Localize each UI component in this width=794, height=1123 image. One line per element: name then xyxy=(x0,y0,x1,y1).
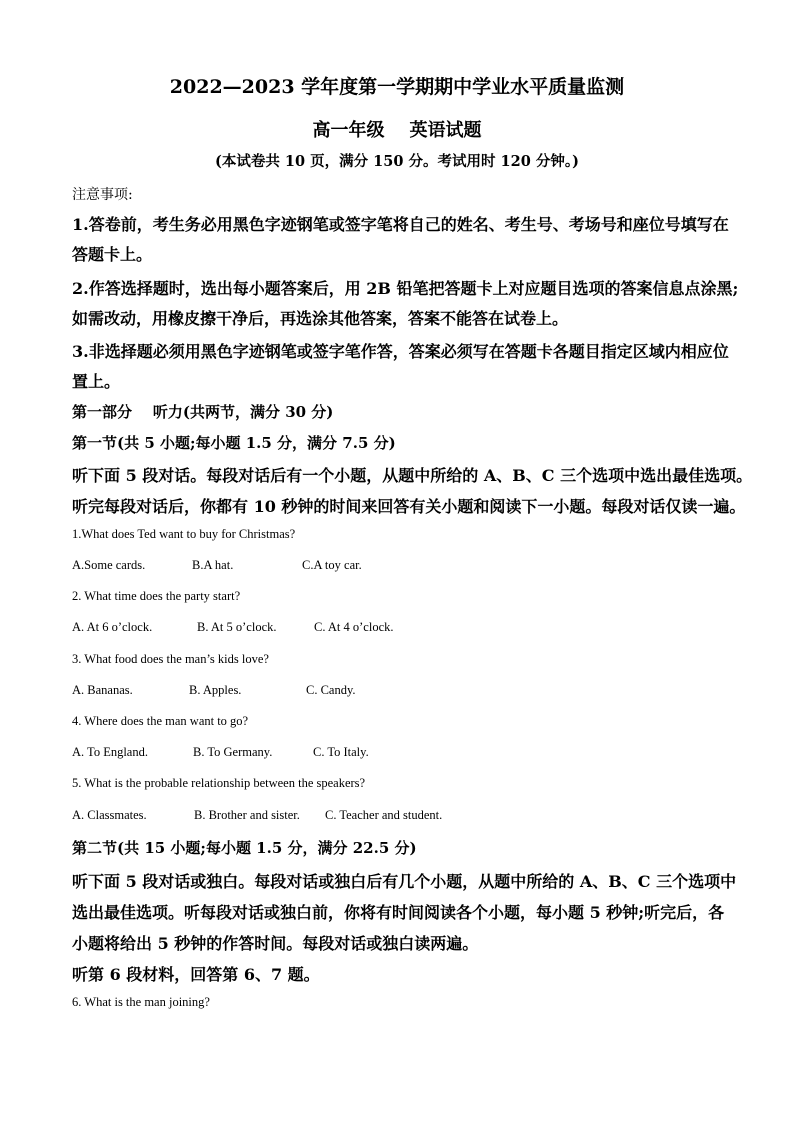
q2-option-b: B. At 5 o’clock. xyxy=(197,620,277,634)
exam-title: 2022—2023 学年度第一学期期中学业水平质量监测 xyxy=(169,76,625,98)
notice-line-5: 3.非选择题必须用黑色字迹钢笔或签字笔作答，答案必须写在答题卡各题目指定区域内相应位 xyxy=(72,342,729,361)
q2-option-a: A. At 6 o’clock. xyxy=(72,620,153,634)
q4-option-b: B. To Germany. xyxy=(193,745,273,759)
question-5: 5. What is the probable relationship between the speakers? xyxy=(72,776,366,790)
question-3: 3. What food does the man’s kids love? xyxy=(72,652,269,666)
part1-heading: 第一部分 听力(共两节，满分 30 分) xyxy=(72,403,334,421)
q4-option-a: A. To England. xyxy=(72,745,148,759)
question-2: 2. What time does the party start? xyxy=(72,589,241,603)
section1-instruction-1: 听下面 5 段对话。每段对话后有一个小题，从题中所给的 A、B、C 三个选项中选出最佳选项。 xyxy=(72,466,753,485)
exam-note: (本试卷共 10 页，满分 150 分。考试用时 120 分钟。) xyxy=(215,153,579,170)
q5-option-c: C. Teacher and student. xyxy=(325,808,443,822)
q3-option-c: C. Candy. xyxy=(306,683,356,697)
exam-subtitle: 高一年级 英语试题 xyxy=(312,120,482,141)
notice-line-6: 置上。 xyxy=(72,372,121,391)
q3-option-b: B. Apples. xyxy=(189,683,242,697)
section2-instruction-3: 小题将给出 5 秒钟的作答时间。每段对话或独白读两遍。 xyxy=(72,934,479,953)
q5-option-b: B. Brother and sister. xyxy=(194,808,300,822)
notice-heading: 注意事项: xyxy=(72,187,133,203)
question-1: 1.What does Ted want to buy for Christmas? xyxy=(72,527,296,541)
question-6: 6. What is the man joining? xyxy=(72,995,210,1009)
question-4: 4. Where does the man want to go? xyxy=(72,714,249,728)
section2-instruction-2: 选出最佳选项。听每段对话或独白前，你将有时间阅读各个小题，每小题 5 秒钟;听完后，各 xyxy=(72,903,725,922)
q1-option-b: B.A hat. xyxy=(192,558,234,572)
q1-option-a: A.Some cards. xyxy=(72,558,146,572)
notice-line-1: 1.答卷前，考生务必用黑色字迹钢笔或签字笔将自己的姓名、考生号、考场号和座位号填写在 xyxy=(72,215,729,234)
q3-option-a: A. Bananas. xyxy=(72,683,133,697)
q4-option-c: C. To Italy. xyxy=(313,745,369,759)
section2-heading: 第二节(共 15 小题;每小题 1.5 分，满分 22.5 分) xyxy=(72,839,417,857)
notice-line-4: 如需改动，用橡皮擦干净后，再选涂其他答案，答案不能答在试卷上。 xyxy=(72,309,569,328)
notice-line-3: 2.作答选择题时，选出每小题答案后，用 2B 铅笔把答题卡上对应题目选项的答案信息点涂黑; xyxy=(72,279,739,298)
section2-instruction-1: 听下面 5 段对话或独白。每段对话或独白后有几个小题，从题中所给的 A、B、C 三个选项中 xyxy=(72,872,737,891)
section1-instruction-2: 听完每段对话后，你都有 10 秒钟的时间来回答有关小题和阅读下一小题。每段对话仅读一遍。 xyxy=(72,497,746,516)
q2-option-c: C. At 4 o’clock. xyxy=(314,620,394,634)
q1-option-c: C.A toy car. xyxy=(302,558,362,572)
section1-heading: 第一节(共 5 小题;每小题 1.5 分，满分 7.5 分) xyxy=(72,434,396,452)
notice-line-2: 答题卡上。 xyxy=(72,245,153,264)
material-6-heading: 听第 6 段材料，回答第 6、7 题。 xyxy=(72,965,320,984)
q5-option-a: A. Classmates. xyxy=(72,808,147,822)
